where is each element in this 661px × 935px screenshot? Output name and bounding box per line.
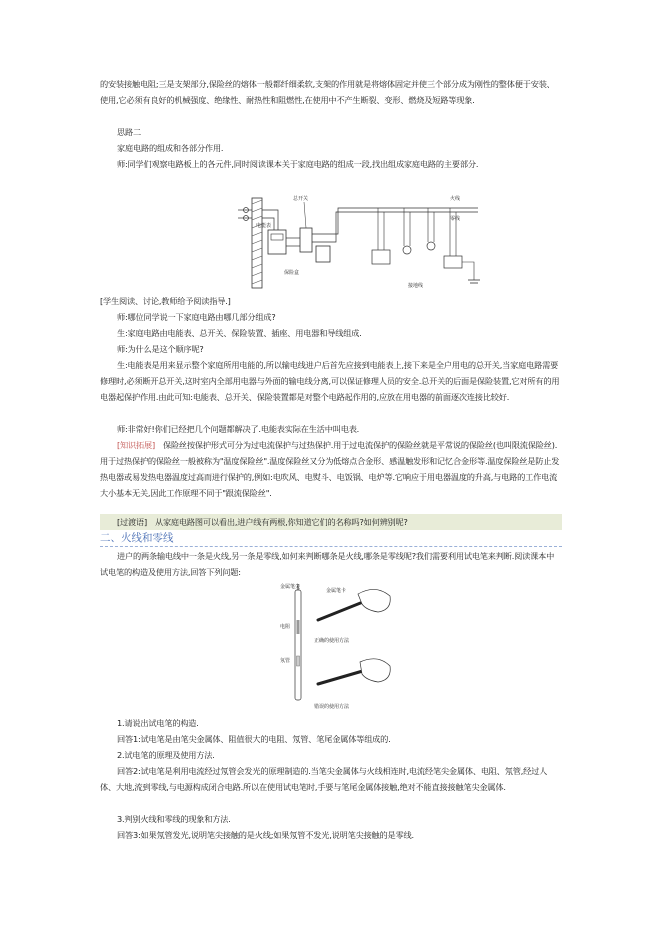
answer-1: 回答1:试电笔是由笔尖金属体、阻值很大的电阻、氖管、笔尾金属体等组成的. <box>117 734 391 744</box>
teacher-instruction: 师:同学们观察电路板上的各元件,同时阅读课本关于家庭电路的组成一段,找出组成家庭电路的主要部分. <box>117 159 479 169</box>
question-3: 3.判别火线和零线的现象和方法. <box>117 814 231 824</box>
knowledge-extension <box>100 437 562 501</box>
fuse-box <box>316 246 330 262</box>
meter-label: 电能表 <box>256 223 272 229</box>
test-pen-diagram <box>278 580 396 712</box>
extension-tag: [知识拓展] <box>117 440 155 450</box>
hand-icon <box>360 659 390 682</box>
question-2: 2.试电笔的原理及使用方法. <box>117 750 215 760</box>
transition-line <box>100 514 562 530</box>
main-switch-label: 总开关 <box>293 196 309 202</box>
answer-2: 回答2:试电笔是利用电流经过氖管会发光的原理制造的.当笔尖金属体与火线相连时,电流经笔尖金属体、电阻、氖管,经过人体、大地,流到零线,与电源构成闭合电路.所以在使用试电笔时,手要与笔尾金属体接触,绝对不能直接接触笔尖金属体. <box>100 766 548 792</box>
extension-text: 保险丝按保护形式可分为过电流保护与过热保护.用于过电流保护的保险丝就是平常说的保险丝(也叫限流保险丝).用于过热保护的保险丝一般被称为"温度保险丝".温度保险丝又分为低熔点合金形、感温触发形和记忆合金形等.温度保险丝是防止发热电器或易发热电器温度过高而进行保护的,例如:电吹风、电熨斗、电饭锅、电炉等.它响应于用电器温度的升高,与电路的工作电流大小基本无关,因此工作原理不同于"跟流保险丝". <box>100 440 560 498</box>
correct-usage-label: 正确的使用方法 <box>314 638 350 644</box>
ground-line-label: 接地线 <box>408 283 424 289</box>
metal-tip-label: 金属笔尖 <box>280 584 301 590</box>
teacher-remark: 师:非常好!你们已经把几个问题都解决了.电能表实际在生活中叫电表. <box>117 424 360 434</box>
resistor-label: 电阻 <box>280 624 291 630</box>
student-reading-note: [学生阅读、讨论,教师给予阅读指导.] <box>100 296 231 306</box>
lamp-icon <box>403 246 411 254</box>
metal-cap-label: 金属笔卡 <box>326 588 347 594</box>
household-circuit-diagram <box>238 190 490 290</box>
answer-3: 回答3:如果氖管发光,说明笔尖接触的是火线;如果氖管不发光,说明笔尖接触的是零线. <box>117 830 414 840</box>
teacher-question-2: 师:为什么是这个顺序呢? <box>117 344 204 354</box>
teacher-question-1: 师:哪位同学说一下家庭电路由哪几部分组成? <box>117 312 276 322</box>
idea-two-label: 思路二 <box>117 127 141 137</box>
neon-tube-icon <box>297 656 300 666</box>
neutral-wire-path <box>312 212 368 242</box>
student-answer-2: 生:电能表是用来显示整个家庭所用电能的,所以输电线进户后首先应接到电能表上,接下来是全户用电的总开关,当家庭电路需要修理时,必须断开总开关,这时室内全部用电器与外面的输电线分离,可以保证修理人员的安全.总开关的后面是保险装置,它对所有的用电器起保护作用.由此可知:电能表、总开关、保险装置都是对整个电路起作用的,应放在用电器的前面逐次连接比较好. <box>100 360 560 402</box>
meter-box <box>268 230 286 254</box>
fuse-box-label: 保险盒 <box>284 270 300 276</box>
resistor-icon <box>297 620 300 634</box>
topic-line: 家庭电路的组成和各部分作用. <box>117 143 224 153</box>
transition-text: 从家庭电路图可以看出,进户线有两根,你知道它们的名称吗?如何辨别呢? <box>154 517 408 527</box>
pen-cross-section <box>295 590 301 700</box>
hand-icon <box>358 589 390 612</box>
neon-label: 氖管 <box>280 658 291 664</box>
main-switch-box <box>300 228 312 252</box>
neutral-line-label: 零线 <box>450 216 461 222</box>
correct-usage-illustration <box>318 589 390 620</box>
wrong-usage-illustration <box>318 659 390 684</box>
intro-paragraph: 进户的两条输电线中一条是火线,另一条是零线,如何来判断哪条是火线,哪条是零线呢?我们需要利用试电笔来判断.阅读课本中试电笔的构造及使用方法,回答下列问题: <box>100 551 555 577</box>
student-answer-1: 生:家庭电路由电能表、总开关、保险装置、插座、用电器和导线组成. <box>117 328 362 338</box>
socket-icon <box>444 256 462 268</box>
section-heading: 二、火线和零线 <box>100 530 562 547</box>
wrong-usage-label: 错误的使用方法 <box>314 704 350 710</box>
paragraph-fuse-parts: 的安装接触电阻;三是支架部分,保险丝的熔体一般都纤细柔软,支架的作用就是将熔体固定并使三个部分成为刚性的整体便于安装、使用,它必须有良好的机械强度、绝缘性、耐热性和阻燃性,在使用中不产生断裂、变形、燃烧及短路等现象. <box>100 79 555 105</box>
appliance-box <box>372 250 390 264</box>
transition-tag: [过渡语] <box>117 517 147 527</box>
question-1: 1.请说出试电笔的构造. <box>117 718 199 728</box>
lamp-icon <box>427 242 435 250</box>
live-line-label: 火线 <box>450 196 461 202</box>
